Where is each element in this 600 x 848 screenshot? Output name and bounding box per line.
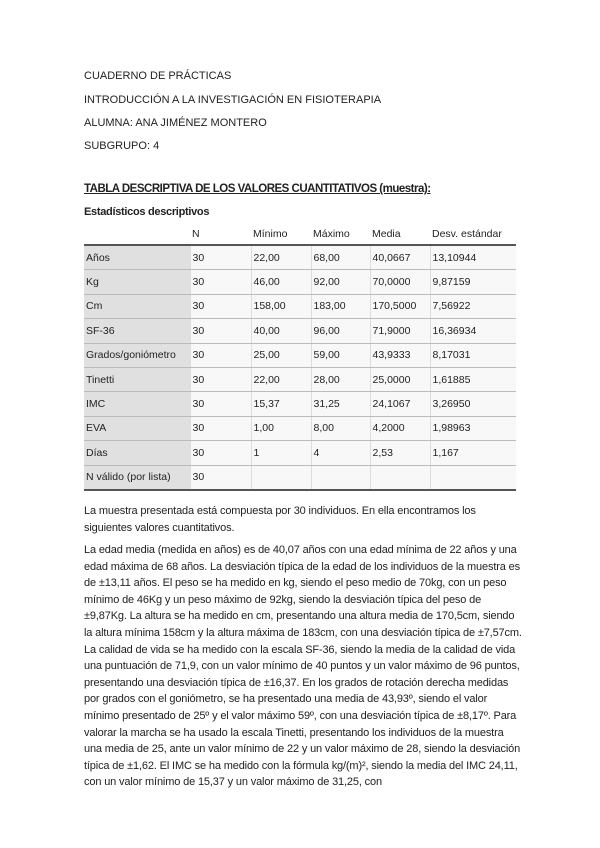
row-label: Kg [84,270,190,294]
course-title: INTRODUCCIÓN A LA INVESTIGACIÓN EN FISIOTERAPIA [84,94,382,106]
table-cell: 30 [190,343,251,367]
table-caption: Estadísticos descriptivos [84,206,210,218]
table-cell: 70,0000 [370,270,430,294]
table-cell: 1 [251,441,311,465]
table-cell: 16,36934 [430,319,516,343]
column-header: Mínimo [251,224,311,245]
table-row [84,392,516,416]
row-label: EVA [84,416,190,440]
notebook-title: CUADERNO DE PRÁCTICAS [84,70,232,82]
table-row [84,270,516,294]
table-row [84,465,516,490]
table-cell: 30 [190,270,251,294]
table-cell: 31,25 [311,392,370,416]
descriptive-stats-table [84,224,516,491]
table-row [84,367,516,391]
row-label: Días [84,441,190,465]
table-cell [370,465,430,490]
table-cell: 71,9000 [370,319,430,343]
table-cell: 30 [190,245,251,270]
table-cell: 8,00 [311,416,370,440]
paragraph-intro: La muestra presentada está compuesta por 30 individuos. En ella encontramos los siguientes valores cuantitativos. [84,505,476,534]
table-cell: 158,00 [251,294,311,318]
table-cell: 59,00 [311,343,370,367]
column-header: Media [370,224,430,245]
table-cell: 1,61885 [430,367,516,391]
table-cell: 92,00 [311,270,370,294]
table-cell: 13,10944 [430,245,516,270]
table-cell: 22,00 [251,367,311,391]
table-cell: 3,26950 [430,392,516,416]
table-cell: 1,167 [430,441,516,465]
table-row [84,319,516,343]
row-label: Años [84,245,190,270]
table-cell: 1,98963 [430,416,516,440]
table-cell: 30 [190,367,251,391]
table-row [84,343,516,367]
column-header: N [190,224,251,245]
table-row [84,245,516,270]
table-cell: 24,1067 [370,392,430,416]
table-row [84,441,516,465]
table-cell: 40,0667 [370,245,430,270]
row-label: SF-36 [84,319,190,343]
table-cell: 7,56922 [430,294,516,318]
table-cell: 15,37 [251,392,311,416]
student-name: ALUMNA: ANA JIMÉNEZ MONTERO [84,117,267,129]
table-cell: 4 [311,441,370,465]
column-header [84,224,190,245]
table-cell: 68,00 [311,245,370,270]
table-cell: 22,00 [251,245,311,270]
table-cell: 183,00 [311,294,370,318]
table-cell: 1,00 [251,416,311,440]
table-cell [251,465,311,490]
table-cell: 40,00 [251,319,311,343]
table-cell: 4,2000 [370,416,430,440]
paragraph-analysis: La edad media (medida en años) es de 40,07 años con una edad mínima de 22 años y una edad máxima de 68 años. La desviación típica de la edad de los individuos de la muestra es de ±13,11 años. El peso se ha medido en kg, siendo el peso medio de 70kg, con un peso mínimo de 46Kg y un peso máximo de 92kg, siendo la desviación típica del peso de ±9,87Kg. La altura se ha medido en cm, presentando una altura media de 170,5cm, siendo la altura mínima 158cm y la altura máxima de 183cm, con una desviación típica de ±7,57cm. La calidad de vida se ha medido con la escala SF-36, siendo la media de la calidad de vida una puntuación de 71,9, con un valor mínimo de 40 puntos y un valor máximo de 96 puntos, presentando una desviación típica de ±16,37. En los grados de rotación derecha medidas por grados con el goniómetro, se ha presentado una media de 43,93º, siendo el valor mínimo presentado de 25º y el valor máximo 59º, con una desviación típica de ±8,17º. Para valorar la marcha se ha usado la escala Tinetti, presentando los individuos de la muestra una media de 25, ante un valor mínimo de 22 y un valor máximo de 28, siendo la desviación típica de ±1,62. El IMC se ha medido con la fórmula kg/(m)², siendo la media del IMC 24,11, con un valor mínimo de 15,37 y un valor máximo de 31,25, con [84,544,522,789]
row-label: N válido (por lista) [84,465,190,490]
table-cell: 9,87159 [430,270,516,294]
table-cell: 30 [190,441,251,465]
table-cell: 30 [190,465,251,490]
table-cell: 46,00 [251,270,311,294]
table-cell: 2,53 [370,441,430,465]
table-cell: 96,00 [311,319,370,343]
subgroup: SUBGRUPO: 4 [84,140,160,152]
table-cell: 43,9333 [370,343,430,367]
section-title: TABLA DESCRIPTIVA DE LOS VALORES CUANTITATIVOS (muestra): [84,183,431,195]
column-header: Máximo [311,224,370,245]
table-cell: 25,00 [251,343,311,367]
table-row [84,294,516,318]
table-cell: 30 [190,319,251,343]
row-label: Cm [84,294,190,318]
column-header: Desv. estándar [430,224,516,245]
table-cell [430,465,516,490]
table-cell [311,465,370,490]
table-cell: 30 [190,294,251,318]
row-label: Grados/goniómetro [84,343,190,367]
row-label: IMC [84,392,190,416]
table-cell: 8,17031 [430,343,516,367]
table-cell: 170,5000 [370,294,430,318]
table-cell: 30 [190,392,251,416]
table-header-row [84,224,516,245]
table-cell: 28,00 [311,367,370,391]
table-row [84,416,516,440]
table-cell: 25,0000 [370,367,430,391]
table-cell: 30 [190,416,251,440]
row-label: Tinetti [84,367,190,391]
